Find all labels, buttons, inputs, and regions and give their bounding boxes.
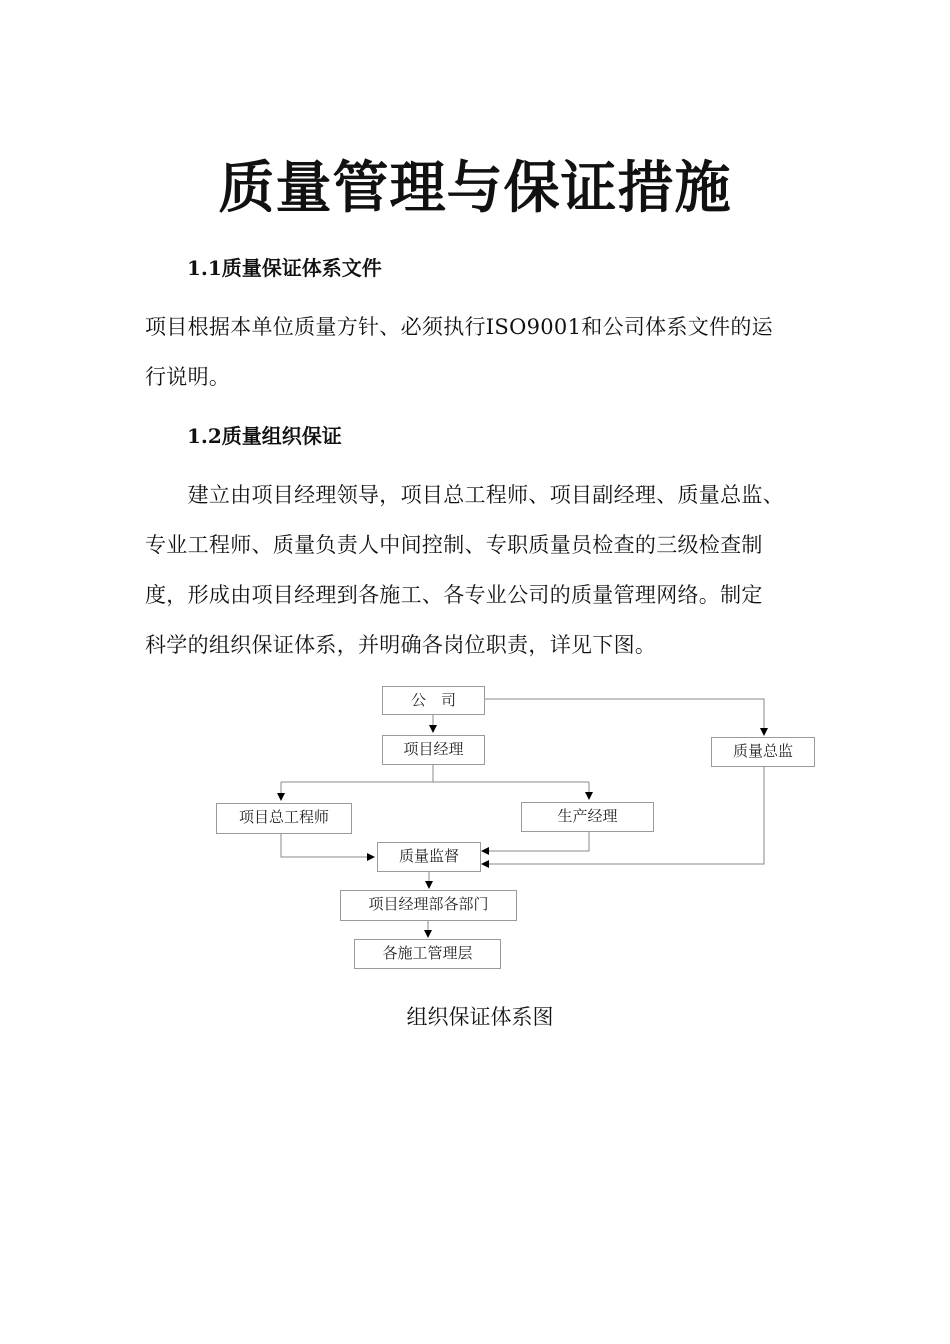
body-line: 专业工程师、质量负责人中间控制、专职质量员检查的三级检查制 xyxy=(145,533,763,557)
section-heading-1-1: 1.1质量保证体系文件 xyxy=(187,256,382,280)
body-line: 项目根据本单位质量方针、必须执行ISO9001和公司体系文件的运 xyxy=(145,315,773,339)
section-heading-1-2: 1.2质量组织保证 xyxy=(187,424,342,448)
connector-engineer-to-supervision xyxy=(281,834,374,857)
node-quality-supervision: 质量监督 xyxy=(377,842,481,872)
connector-production-to-supervision xyxy=(482,832,589,851)
diagram-caption: 组织保证体系图 xyxy=(406,1005,554,1029)
body-line: 度，形成由项目经理到各施工、各专业公司的质量管理网络。制定 xyxy=(145,583,763,607)
connector-company-to-director xyxy=(484,699,764,735)
node-company: 公 司 xyxy=(382,686,485,715)
node-production-manager: 生产经理 xyxy=(521,802,654,832)
body-line: 建立由项目经理领导，项目总工程师、项目副经理、质量总监、 xyxy=(145,483,784,507)
node-chief-engineer: 项目总工程师 xyxy=(216,803,352,834)
node-departments: 项目经理部各部门 xyxy=(340,890,517,921)
body-line: 行说明。 xyxy=(145,365,231,389)
node-construction-layer: 各施工管理层 xyxy=(354,939,501,969)
document-title: 质量管理与保证措施 xyxy=(218,155,732,221)
body-line: 科学的组织保证体系，并明确各岗位职责，详见下图。 xyxy=(145,633,657,657)
node-quality-director: 质量总监 xyxy=(711,737,815,767)
node-project-manager: 项目经理 xyxy=(382,735,485,765)
